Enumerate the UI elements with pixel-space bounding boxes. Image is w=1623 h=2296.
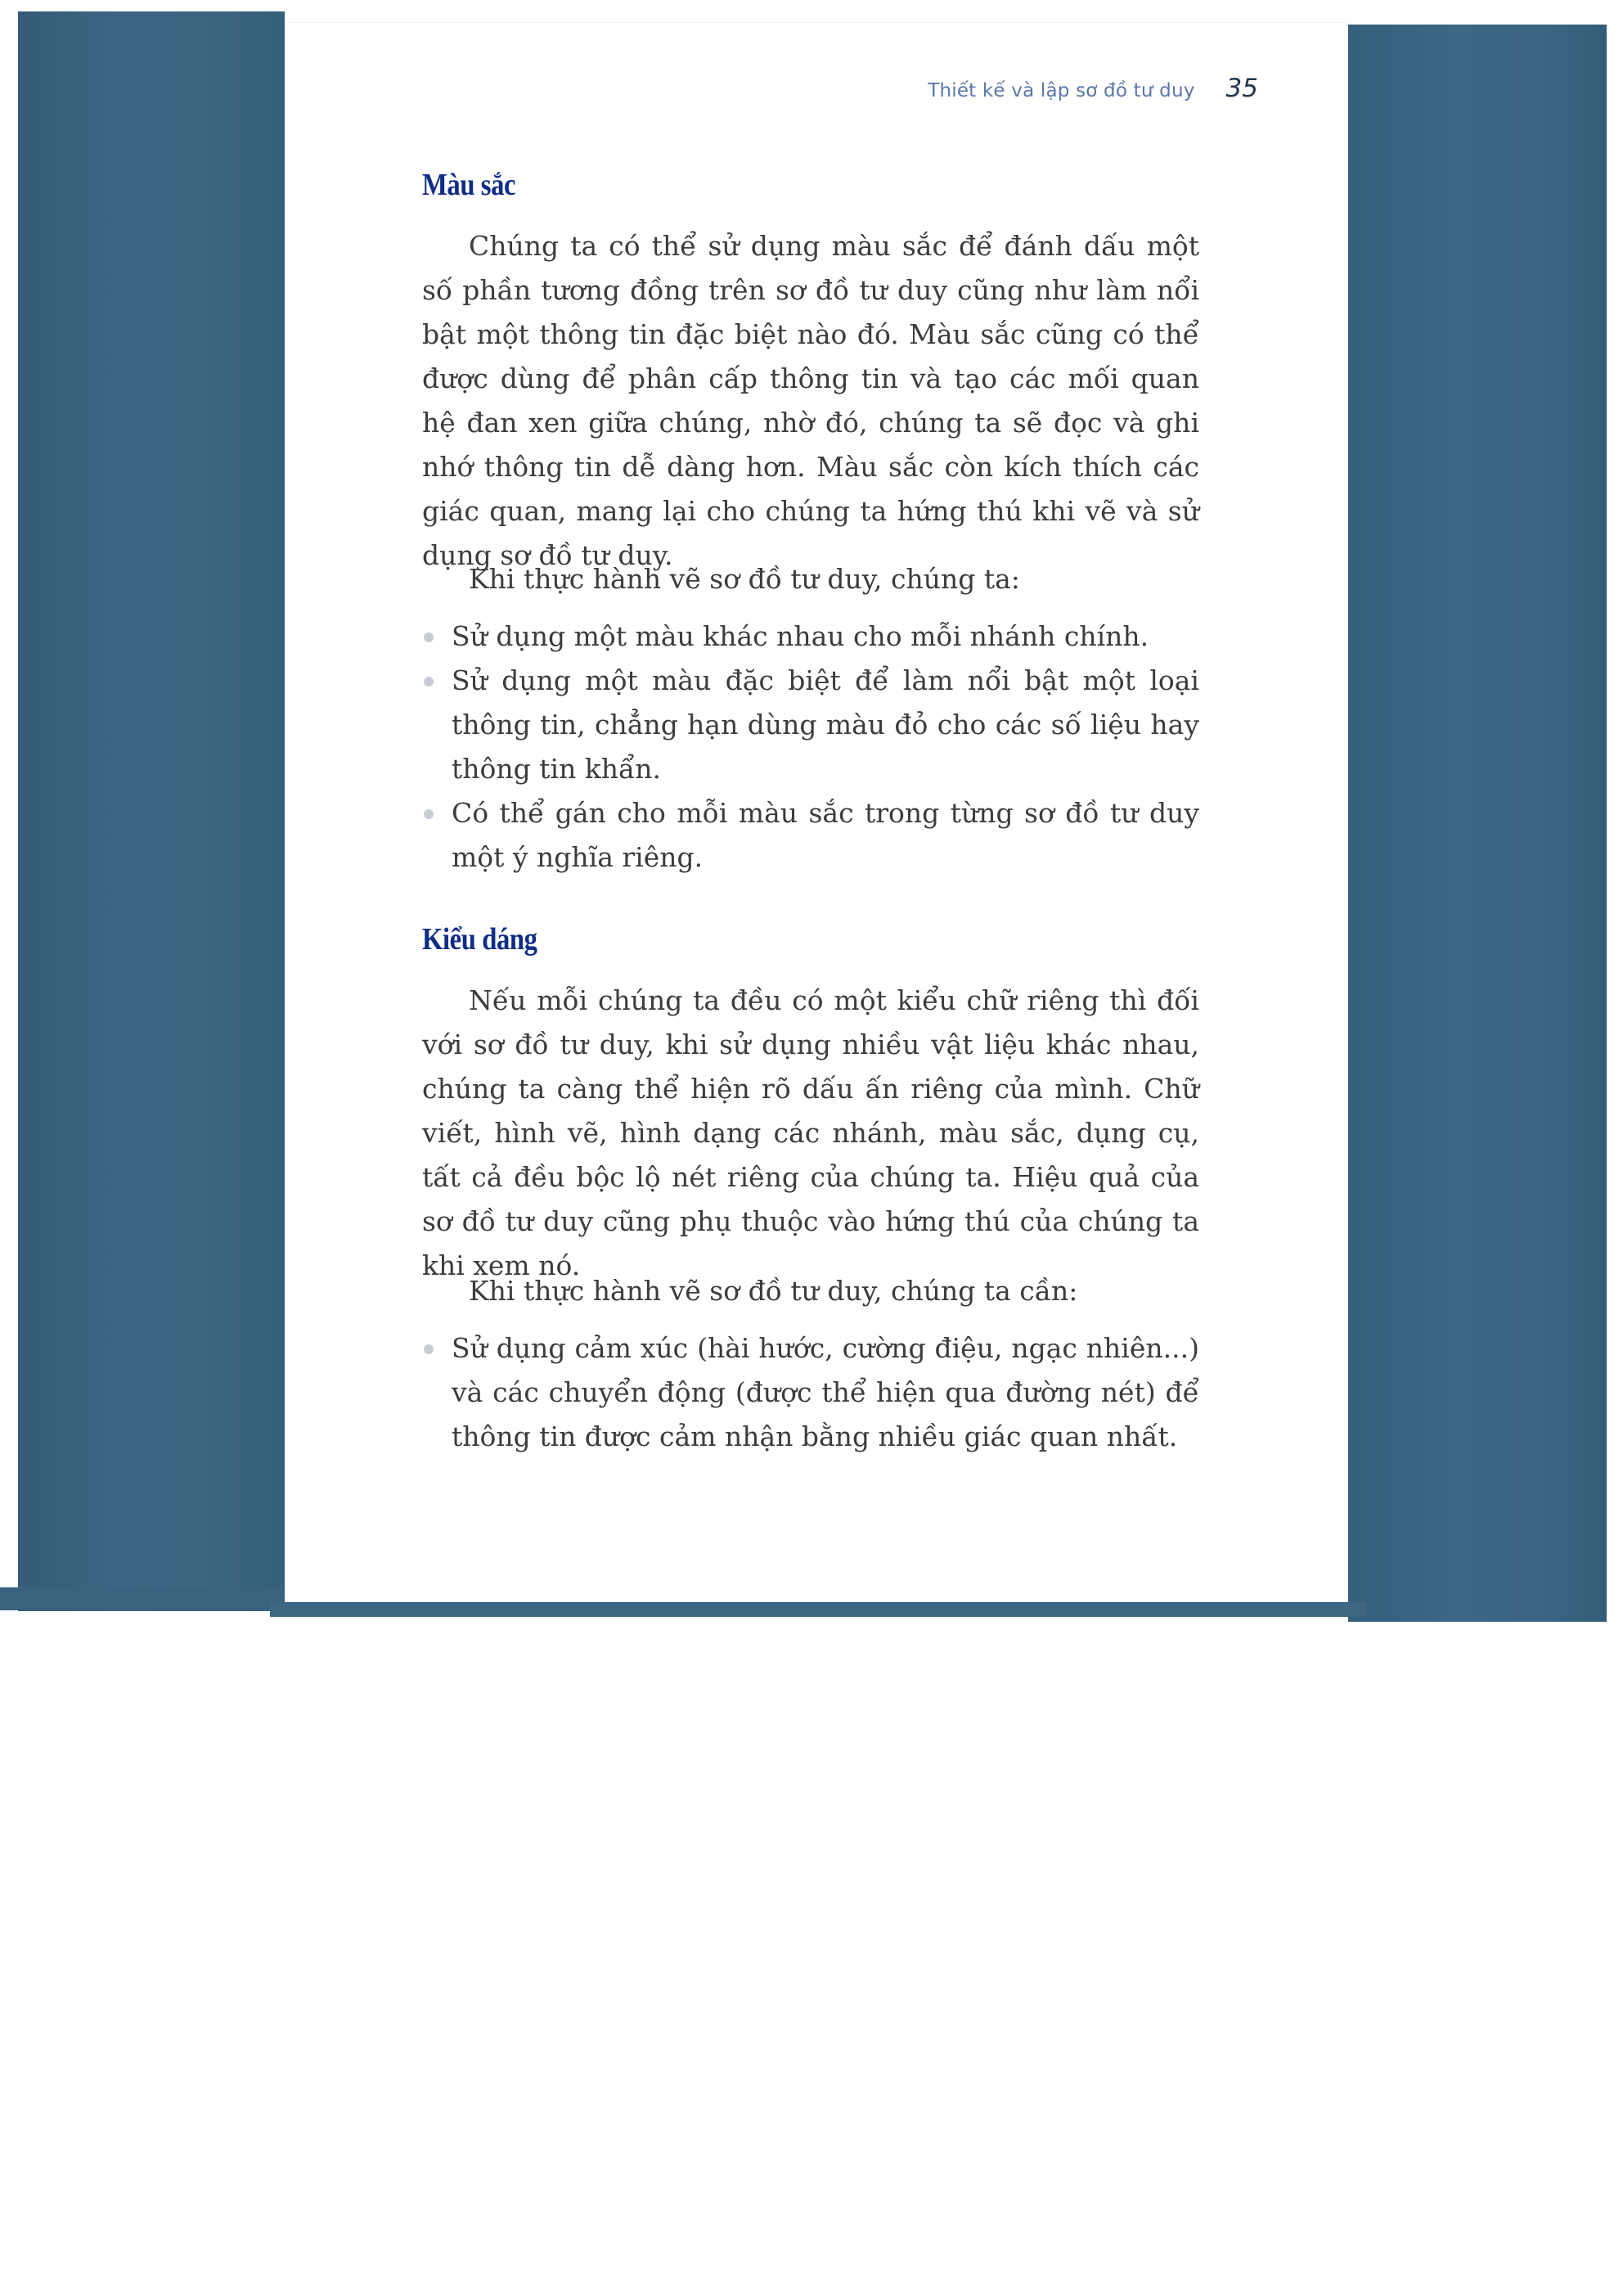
list-item-text: Sử dụng cảm xúc (hài hước, cường điệu, ngạc nhiên...) và các chuyển động (được thể hiện qua đường nét) để thông tin được cảm nhận bằng nhiều giác quan nhất. [452, 1332, 1199, 1452]
left-book-edge [18, 11, 285, 1611]
list-item [422, 1326, 1199, 1459]
section-2-paragraph: Nếu mỗi chúng ta đều có một kiểu chữ riêng thì đối với sơ đồ tư duy, khi sử dụng nhiều vật liệu khác nhau, chúng ta càng thể hiện rõ dấu ấn riêng của mình. Chữ viết, hình vẽ, hình dạng các nhánh, màu sắc, dụng cụ, tất cả đều bộc lộ nét riêng của chúng ta. Hiệu quả của sơ đồ tư duy cũng phụ thuộc vào hứng thú của chúng ta khi xem nó. [422, 984, 1199, 1281]
book-page [285, 23, 1348, 1602]
section-2-list-intro: Khi thực hành vẽ sơ đồ tư duy, chúng ta cần: [469, 1275, 1078, 1307]
list-item [422, 659, 1199, 791]
bullet-dot-icon [424, 1344, 434, 1354]
section-2-bullet-list [422, 1326, 1199, 1459]
section-heading-kieu-dang: Kiểu dáng [422, 922, 537, 957]
section-1-bullet-list [422, 615, 1199, 880]
section-1-list-intro: Khi thực hành vẽ sơ đồ tư duy, chúng ta: [469, 563, 1020, 595]
list-item-text: Có thể gán cho mỗi màu sắc trong từng sơ đồ tư duy một ý nghĩa riêng. [452, 797, 1199, 873]
left-book-edge-bottom [0, 1587, 294, 1610]
bullet-dot-icon [424, 677, 434, 687]
right-book-edge [1348, 25, 1607, 1622]
list-item [422, 615, 1199, 659]
section-heading-mau-sac: Màu sắc [422, 168, 516, 202]
list-item [422, 791, 1199, 880]
list-item-text: Sử dụng một màu khác nhau cho mỗi nhánh chính. [452, 620, 1149, 652]
bullet-dot-icon [424, 809, 434, 819]
bottom-book-edge [270, 1602, 1366, 1617]
page-number: 35 [1225, 74, 1258, 103]
list-item-text: Sử dụng một màu đặc biệt để làm nổi bật một loại thông tin, chẳng hạn dùng màu đỏ cho các số liệu hay thông tin khẩn. [452, 664, 1199, 785]
running-head-title: Thiết kế và lập sơ đồ tư duy [928, 80, 1195, 101]
bullet-dot-icon [424, 633, 434, 642]
section-1-paragraph: Chúng ta có thể sử dụng màu sắc để đánh dấu một số phần tương đồng trên sơ đồ tư duy cũng như làm nổi bật một thông tin đặc biệt nào đó. Màu sắc cũng có thể được dùng để phân cấp thông tin và tạo các mối quan hệ đan xen giữa chúng, nhờ đó, chúng ta sẽ đọc và ghi nhớ thông tin dễ dàng hơn. Màu sắc còn kích thích các giác quan, mang lại cho chúng ta hứng thú khi vẽ và sử dụng sơ đồ tư duy. [422, 230, 1199, 571]
running-head [928, 74, 1258, 103]
